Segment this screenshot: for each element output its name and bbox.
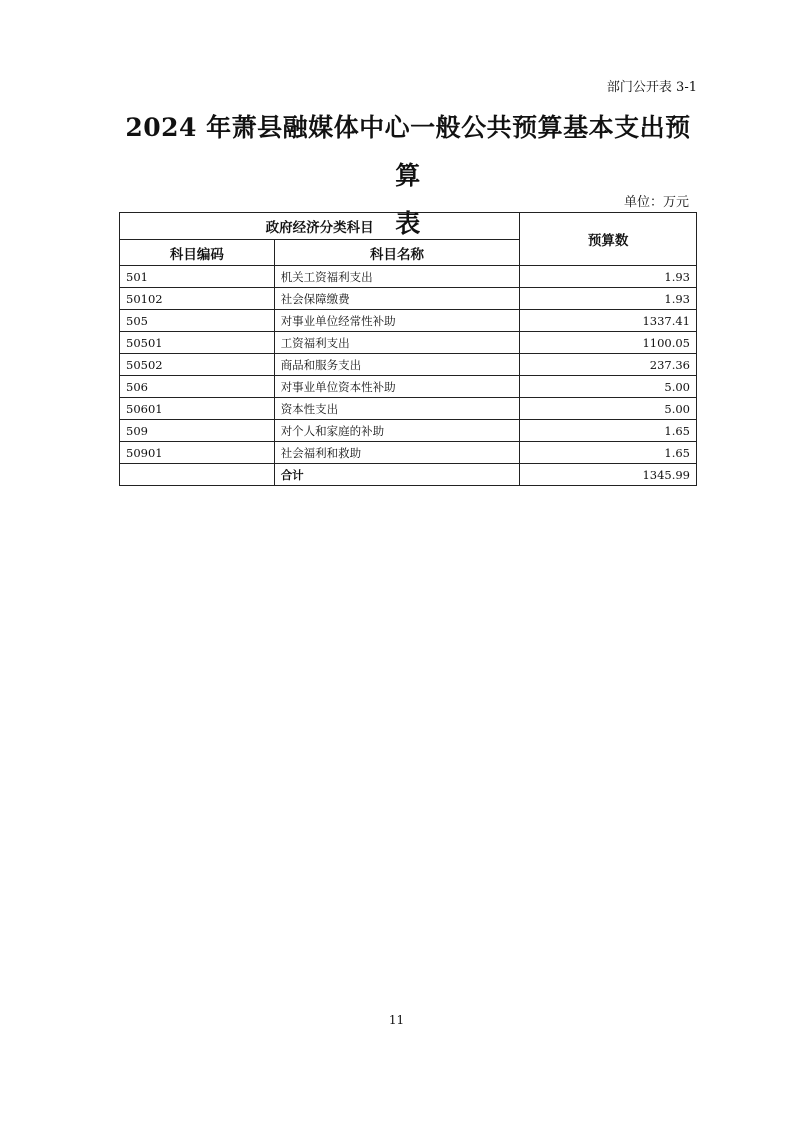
group-header: 政府经济分类科目 <box>120 213 520 240</box>
unit-label: 单位：万元 <box>623 195 689 210</box>
table-row <box>120 398 697 420</box>
row-code: 50502 <box>120 354 275 376</box>
table-row <box>120 266 697 288</box>
title-line-2: 表 <box>395 209 421 238</box>
row-code: 501 <box>120 266 275 288</box>
table-row <box>120 332 697 354</box>
row-name: 资本性支出 <box>274 398 520 420</box>
row-amount: 1.65 <box>520 420 697 442</box>
row-amount: 1100.05 <box>520 332 697 354</box>
table-row <box>120 354 697 376</box>
row-name: 机关工资福利支出 <box>274 266 520 288</box>
row-code: 50601 <box>120 398 275 420</box>
row-name: 社会保障缴费 <box>274 288 520 310</box>
name-header: 科目名称 <box>274 240 520 266</box>
total-row <box>120 464 697 486</box>
row-amount: 1.93 <box>520 266 697 288</box>
code-header: 科目编码 <box>120 240 275 266</box>
row-name: 对个人和家庭的补助 <box>274 420 520 442</box>
row-code: 505 <box>120 310 275 332</box>
row-code: 506 <box>120 376 275 398</box>
row-amount: 1.93 <box>520 288 697 310</box>
total-amount: 1345.99 <box>520 464 697 486</box>
row-amount: 5.00 <box>520 398 697 420</box>
table-label: 部门公开表 3-1 <box>606 80 697 95</box>
table-row <box>120 310 697 332</box>
row-name: 对事业单位经常性补助 <box>274 310 520 332</box>
row-name: 商品和服务支出 <box>274 354 520 376</box>
row-code: 50501 <box>120 332 275 354</box>
header-row-1 <box>120 213 697 240</box>
table-row <box>120 420 697 442</box>
row-amount: 1337.41 <box>520 310 697 332</box>
table-row <box>120 376 697 398</box>
row-code: 509 <box>120 420 275 442</box>
page-number: 11 <box>388 1013 405 1027</box>
row-amount: 5.00 <box>520 376 697 398</box>
row-name: 社会福利和救助 <box>274 442 520 464</box>
row-name: 对事业单位资本性补助 <box>274 376 520 398</box>
table-row <box>120 442 697 464</box>
title-line-1: 2024 年萧县融媒体中心一般公共预算基本支出预算 <box>125 113 691 190</box>
row-code: 50901 <box>120 442 275 464</box>
total-label: 合计 <box>274 464 520 486</box>
row-amount: 1.65 <box>520 442 697 464</box>
table-row <box>120 288 697 310</box>
total-code <box>120 464 275 486</box>
row-name: 工资福利支出 <box>274 332 520 354</box>
budget-table <box>119 212 697 486</box>
row-code: 50102 <box>120 288 275 310</box>
row-amount: 237.36 <box>520 354 697 376</box>
amount-header: 预算数 <box>520 213 697 266</box>
